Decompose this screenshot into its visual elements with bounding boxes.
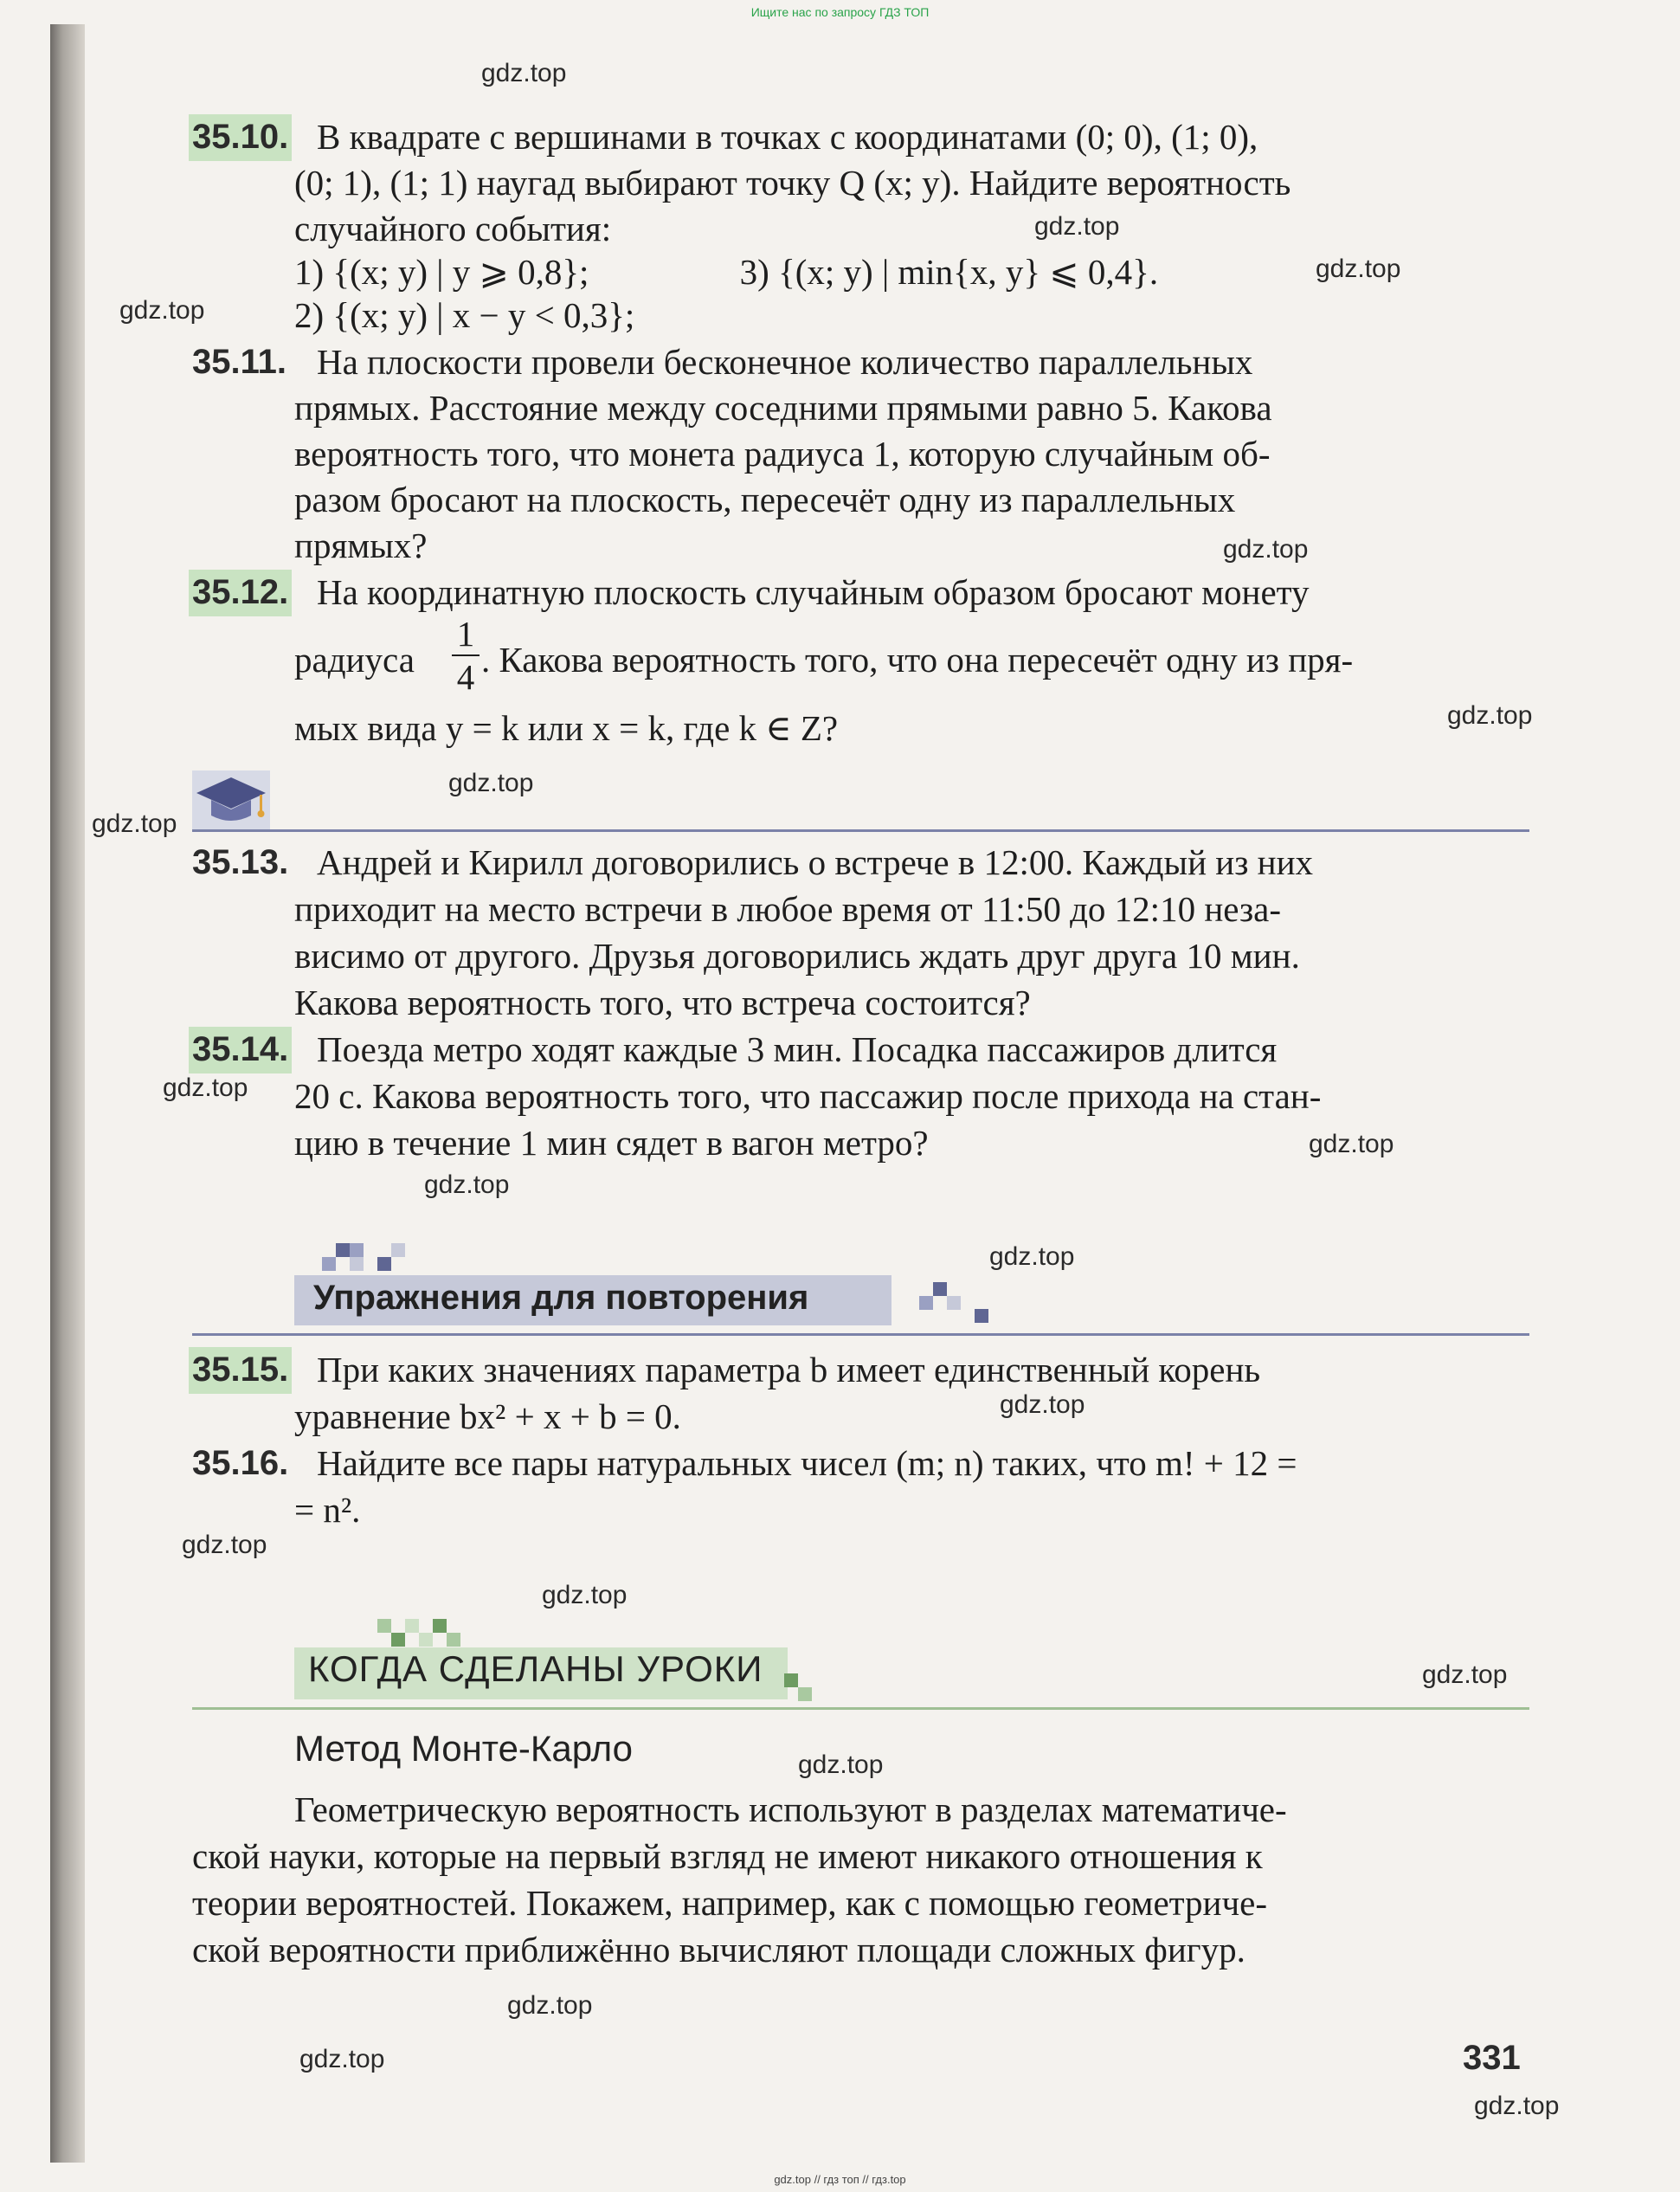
watermark: gdz.top [1000,1390,1085,1419]
problem-35-12-line-2-end: . Какова вероятность того, что она пересечёт одну из пря- [481,640,1354,680]
decor-square [350,1243,364,1257]
page-binding-shadow [50,24,85,2163]
fraction-bar [452,654,480,656]
watermark: gdz.top [989,1242,1075,1271]
decor-square [391,1633,405,1647]
problem-35-15-line-1: При каких значениях параметра b имеет единственный корень [317,1350,1261,1389]
decor-square [419,1633,433,1647]
top-banner: Ищите нас по запросу ГДЗ ТОП [750,5,930,19]
problem-35-12-line-2-start: радиуса [294,640,415,680]
problem-35-11-line-1: На плоскости провели бесконечное количество параллельных [317,342,1253,382]
section-rule-top [192,829,1529,832]
watermark: gdz.top [1316,255,1401,283]
watermark: gdz.top [1474,2092,1560,2120]
problem-35-14-line-3: цию в течение 1 мин сядет в вагон метро? [294,1123,929,1163]
problem-35-10-line-5: 2) {(x; y) | x − y < 0,3}; [294,295,635,335]
fraction-numerator: 1 [456,614,475,654]
watermark: gdz.top [92,809,177,838]
watermark: gdz.top [1223,535,1309,564]
problem-35-15-line-2: уравнение bx² + x + b = 0. [294,1396,681,1436]
decor-square [784,1673,798,1687]
decor-square [919,1296,933,1310]
watermark: gdz.top [299,2045,385,2073]
problem-35-13-line-1: Андрей и Кирилл договорились о встрече в 12:00. Каждый из них [317,842,1314,882]
problem-number-35-15: 35.15. [189,1347,292,1394]
closing-line-3: теории вероятностей. Покажем, например, как с помощью геометриче- [192,1883,1267,1923]
problem-35-13-line-4: Какова вероятность того, что встреча состоится? [294,983,1031,1022]
fraction-one-quarter [450,614,481,697]
watermark: gdz.top [119,296,205,325]
after-lessons-title: КОГДА СДЕЛАНЫ УРОКИ [308,1648,763,1689]
problem-35-14-line-1: Поезда метро ходят каждые 3 мин. Посадка пассажиров длится [317,1029,1278,1069]
watermark: gdz.top [1447,701,1533,730]
problem-35-11-line-5: прямых? [294,525,428,565]
problem-number-35-10: 35.10. [189,114,292,161]
decor-square [933,1282,947,1296]
footer-note: gdz.top // гдз топ // гдз.top [774,2173,906,2186]
problem-35-10-line-3: случайного события: [294,209,612,248]
problem-35-14-line-2: 20 с. Какова вероятность того, что пассажир после прихода на стан- [294,1076,1322,1116]
watermark: gdz.top [448,769,534,797]
watermark: gdz.top [182,1531,267,1559]
watermark: gdz.top [481,59,567,87]
decor-square [433,1619,447,1633]
section-rule-repeat [192,1333,1529,1336]
graduation-cap-icon [192,770,270,831]
problem-35-16-line-1: Найдите все пары натуральных чисел (m; n) таких, что m! + 12 = [317,1443,1297,1483]
watermark: gdz.top [1034,212,1120,241]
problem-35-10-line-2: (0; 1), (1; 1) наугад выбирают точку Q (x; y). Найдите вероятность [294,163,1291,203]
problem-number-35-14: 35.14. [189,1027,292,1073]
decor-square [350,1257,364,1271]
problem-number-35-13: 35.13. [192,843,289,881]
watermark: gdz.top [507,1991,593,2020]
watermark: gdz.top [163,1073,248,1102]
problem-35-16-line-2: = n². [294,1490,361,1530]
watermark: gdz.top [798,1750,884,1779]
repeat-section-title: Упражнения для повторения [313,1279,809,1317]
section-rule-green [192,1707,1529,1710]
problem-number-35-12: 35.12. [189,570,292,616]
problem-35-11-line-3: вероятность того, что монета радиуса 1, которую случайным об- [294,434,1271,474]
problem-35-12-line-3: мых вида y = k или x = k, где k ∈ Z? [294,708,839,748]
watermark: gdz.top [424,1170,510,1199]
page-number: 331 [1463,2039,1521,2077]
closing-line-4: ской вероятности приближённо вычисляют площади сложных фигур. [192,1930,1246,1970]
watermark: gdz.top [1309,1130,1394,1158]
closing-line-2: ской науки, которые на первый взгляд не имеют никакого отношения к [192,1836,1263,1876]
decor-square [377,1257,391,1271]
problem-number-35-16: 35.16. [192,1444,289,1482]
problem-35-11-line-4: разом бросают на плоскость, пересечёт одну из параллельных [294,480,1236,519]
problem-35-10-line-4: 1) {(x; y) | y ⩾ 0,8}; 3) {(x; y) | min{x, y} ⩽ 0,4}. [294,252,1159,292]
watermark: gdz.top [542,1581,628,1609]
decor-square [405,1619,419,1633]
watermark: gdz.top [1422,1660,1508,1689]
problem-35-10-line-1: В квадрате с вершинами в точках с координатами (0; 0), (1; 0), [317,117,1258,157]
decor-square [798,1687,812,1701]
decor-square [322,1257,336,1271]
decor-square [447,1633,460,1647]
problem-35-13-line-3: висимо от другого. Друзья договорились ждать друг друга 10 мин. [294,936,1300,976]
decor-square [377,1619,391,1633]
problem-35-12-line-1: На координатную плоскость случайным образом бросают монету [317,572,1310,612]
problem-35-13-line-2: приходит на место встречи в любое время от 11:50 до 12:10 неза- [294,889,1282,929]
decor-square [391,1243,405,1257]
subsection-title: Метод Монте-Карло [294,1728,634,1769]
decor-square [336,1243,350,1257]
decor-square [947,1296,961,1310]
closing-line-1: Геометрическую вероятность используют в разделах математиче- [294,1789,1287,1829]
decor-square [975,1309,988,1323]
problem-number-35-11: 35.11. [192,343,287,381]
fraction-denominator: 4 [456,657,475,697]
problem-35-11-line-2: прямых. Расстояние между соседними прямыми равно 5. Какова [294,388,1272,428]
